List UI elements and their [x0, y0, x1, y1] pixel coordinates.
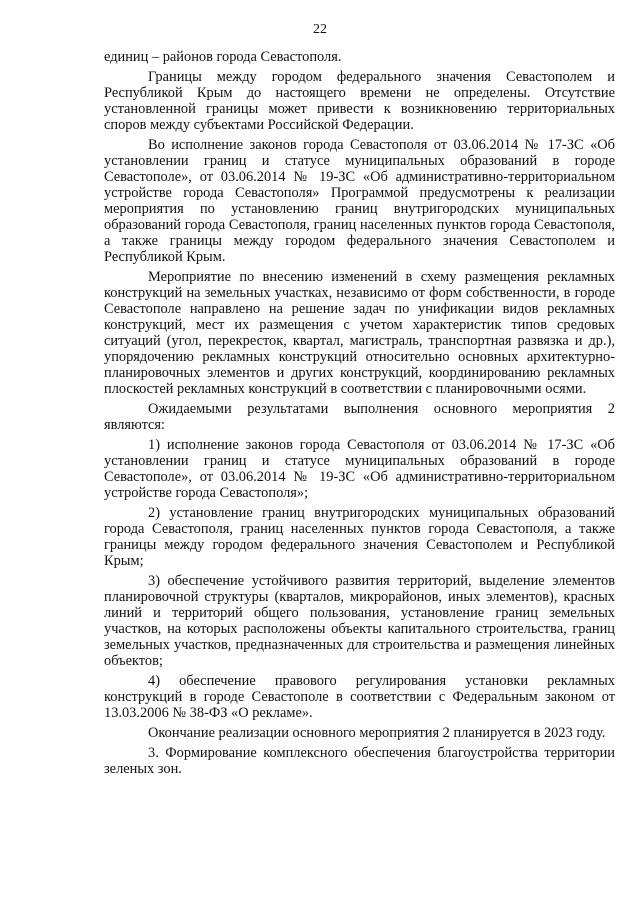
list-item: 2) установление границ внутригородских муниципальных образований города Севастополя, границ населенных пунктов города Севастополя, а также границы между городом федерального значения Севастополем и Республикой Крым;	[104, 505, 615, 569]
page-number: 22	[313, 22, 327, 37]
list-item: 4) обеспечение правового регулирования установки рекламных конструкций в городе Севастополе в соответствии с Федеральным законом от 13.03.2006 № 38-ФЗ «О рекламе».	[104, 673, 615, 721]
paragraph: Ожидаемыми результатами выполнения основного мероприятия 2 являются:	[104, 401, 615, 433]
paragraph: Границы между городом федерального значения Севастополем и Республикой Крым до настоящего времени не определены. Отсутствие установленной границы может привести к возникновению территориальных споров между субъектами Российской Федерации.	[104, 69, 615, 133]
paragraph: Мероприятие по внесению изменений в схему размещения рекламных конструкций на земельных участках, независимо от форм собственности, в городе Севастополе направлено на решение задач по унификации видов рекламных конструкций, мест их размещения с учетом характеристик типов средовых ситуаций (угол, перекресток, квартал, магистраль, транспортная развязка и др.), упорядочению рекламных конструкций относительно основных архитектурно-планировочных элементов и других конструкций, координированию рекламных плоскостей рекламных конструкций в соответствии с планировочными осями.	[104, 269, 615, 397]
list-item: 3) обеспечение устойчивого развития территорий, выделение элементов планировочной структуры (кварталов, микрорайонов, иных элементов), красных линий и территорий общего пользования, установление границ земельных участков, на которых расположены объекты капитального строительства, границ земельных участков, предназначенных для строительства и размещения линейных объектов;	[104, 573, 615, 669]
document-body	[104, 49, 615, 781]
section-heading: 3. Формирование комплексного обеспечения благоустройства территории зеленых зон.	[104, 745, 615, 777]
paragraph: Во исполнение законов города Севастополя от 03.06.2014 № 17-ЗС «Об установлении границ и статусе муниципальных образований в городе Севастополе», от 03.06.2014 № 19-ЗС «Об административно-территориальном устройстве города Севастополя» Программой предусмотрены к реализации мероприятия по установлению границ внутригородских муниципальных образований города Севастополя, границ населенных пунктов города Севастополя, а также границы между городом федерального значения Севастополем и Республикой Крым.	[104, 137, 615, 265]
paragraph: Окончание реализации основного мероприятия 2 планируется в 2023 году.	[148, 725, 606, 741]
list-item: 1) исполнение законов города Севастополя от 03.06.2014 № 17-ЗС «Об установлении границ и статусе муниципальных образований в городе Севастополе», от 03.06.2014 № 19-ЗС «Об административно-территориальном устройстве города Севастополя»;	[104, 437, 615, 501]
paragraph: единиц – районов города Севастополя.	[104, 49, 342, 65]
